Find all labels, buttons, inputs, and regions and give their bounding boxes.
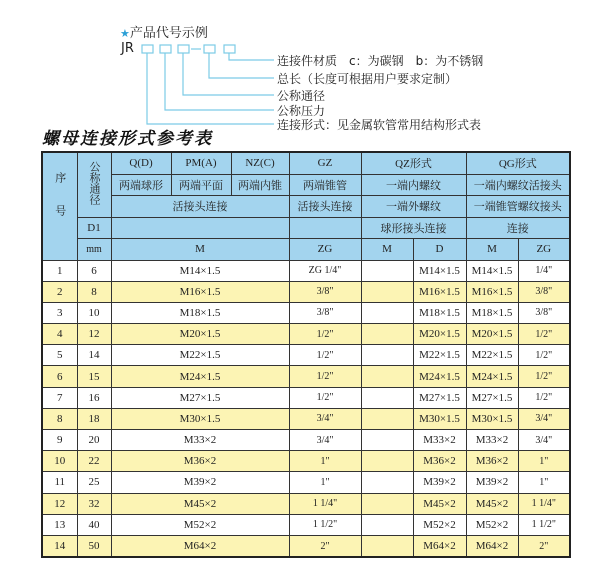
cell-thread-m: M18×1.5 (111, 302, 289, 323)
cell-gz-zg: 1 1/4" (289, 493, 361, 514)
cell-gz-zg: 3/8" (289, 302, 361, 323)
cell-qg-m: M30×1.5 (466, 408, 518, 429)
cell-qz-m (361, 345, 413, 366)
cell-qz-d: M22×1.5 (413, 345, 466, 366)
cell-qg-zg: 1/2" (518, 387, 570, 408)
cell-diameter: 50 (77, 535, 111, 557)
cell-gz-zg: 2" (289, 535, 361, 557)
cell-gz-zg: 1" (289, 451, 361, 472)
cell-qg-zg: 3/8" (518, 281, 570, 302)
cell-qg-zg: 1/4" (518, 260, 570, 281)
cell-qg-zg: 1" (518, 451, 570, 472)
cell-qz-d: M24×1.5 (413, 366, 466, 387)
cell-seq: 7 (42, 387, 77, 408)
table-row (42, 535, 570, 557)
cell-diameter: 40 (77, 514, 111, 535)
star-icon: ★ (120, 27, 130, 40)
cell-qg-zg: 3/4" (518, 430, 570, 451)
cell-qg-zg: 1/2" (518, 345, 570, 366)
cell-diameter: 32 (77, 493, 111, 514)
cell-qz-m (361, 514, 413, 535)
header-pm: PM(A) (171, 152, 231, 174)
table-row (42, 514, 570, 535)
table-header (42, 152, 570, 260)
cell-qz-d: M39×2 (413, 472, 466, 493)
nut-connection-table (41, 151, 571, 558)
table-row (42, 451, 570, 472)
cell-thread-m: M39×2 (111, 472, 289, 493)
cell-diameter: 10 (77, 302, 111, 323)
cell-thread-m: M20×1.5 (111, 324, 289, 345)
cell-qg-m: M45×2 (466, 493, 518, 514)
table-row (42, 281, 570, 302)
cell-qz-m (361, 430, 413, 451)
cell-qg-m: M18×1.5 (466, 302, 518, 323)
cell-qz-d: M20×1.5 (413, 324, 466, 345)
header-zg: ZG (289, 239, 361, 261)
cell-qg-m: M33×2 (466, 430, 518, 451)
cell-gz-zg: 3/4" (289, 430, 361, 451)
cell-gz-zg: 1/2" (289, 387, 361, 408)
cell-qz-d: M18×1.5 (413, 302, 466, 323)
cell-qz-d: M64×2 (413, 535, 466, 557)
cell-thread-m: M33×2 (111, 430, 289, 451)
header-m: M (111, 239, 289, 261)
header-qg-zg: ZG (518, 239, 570, 261)
table-title: 螺母连接形式参考表 (42, 129, 213, 149)
cell-qz-d: M27×1.5 (413, 387, 466, 408)
cell-gz-zg: 3/4" (289, 408, 361, 429)
header-qg-desc3: 连接 (466, 217, 570, 239)
cell-gz-zg: 3/8" (289, 281, 361, 302)
table-row (42, 366, 570, 387)
header-nominal-diameter: 公称通径 (77, 152, 111, 217)
cell-qz-m (361, 281, 413, 302)
cell-diameter: 12 (77, 324, 111, 345)
header-q-desc: 两端球形 (111, 174, 171, 196)
leader-line-material (229, 53, 274, 60)
header-qz-desc2: 一端外螺纹 (361, 196, 466, 218)
cell-qg-m: M22×1.5 (466, 345, 518, 366)
cell-qz-m (361, 387, 413, 408)
cell-seq: 3 (42, 302, 77, 323)
code-box-5 (224, 45, 235, 53)
cell-qz-m (361, 366, 413, 387)
label-pressure: 公称压力 (277, 104, 326, 118)
cell-qg-zg: 1/2" (518, 366, 570, 387)
cell-seq: 9 (42, 430, 77, 451)
cell-thread-m: M52×2 (111, 514, 289, 535)
cell-qg-zg: 3/4" (518, 408, 570, 429)
header-seq: 序号 (42, 152, 77, 260)
cell-qz-m (361, 493, 413, 514)
cell-qz-m (361, 302, 413, 323)
cell-qz-d: M33×2 (413, 430, 466, 451)
cell-gz-zg: 1/2" (289, 366, 361, 387)
code-prefix: JR (121, 41, 134, 56)
code-box-1 (142, 45, 153, 53)
cell-qg-zg: 1 1/2" (518, 514, 570, 535)
cell-seq: 5 (42, 345, 77, 366)
header-qz-d: D (413, 239, 466, 261)
cell-qg-m: M14×1.5 (466, 260, 518, 281)
cell-qg-m: M16×1.5 (466, 281, 518, 302)
cell-seq: 1 (42, 260, 77, 281)
cell-thread-m: M30×1.5 (111, 408, 289, 429)
header-nz-desc: 两端内锥 (231, 174, 289, 196)
cell-qg-zg: 1 1/4" (518, 493, 570, 514)
cell-qz-m (361, 260, 413, 281)
label-material: 连接件材质 c：为碳钢 b：为不锈钢 (277, 54, 484, 68)
cell-thread-m: M36×2 (111, 451, 289, 472)
cell-qg-zg: 1/2" (518, 324, 570, 345)
table-row (42, 430, 570, 451)
cell-seq: 8 (42, 408, 77, 429)
header-gz-union: 活接头连接 (289, 196, 361, 218)
header-pm-desc: 两端平面 (171, 174, 231, 196)
header-qz-desc3: 球形接头连接 (361, 217, 466, 239)
cell-qz-m (361, 535, 413, 557)
cell-qz-d: M30×1.5 (413, 408, 466, 429)
cell-qg-m: M36×2 (466, 451, 518, 472)
table-row (42, 387, 570, 408)
cell-diameter: 22 (77, 451, 111, 472)
header-union-connection: 活接头连接 (111, 196, 289, 218)
table-row (42, 472, 570, 493)
code-box-3 (178, 45, 189, 53)
cell-diameter: 18 (77, 408, 111, 429)
table-row (42, 302, 570, 323)
header-empty (111, 217, 289, 239)
cell-qz-d: M14×1.5 (413, 260, 466, 281)
cell-qg-m: M52×2 (466, 514, 518, 535)
cell-seq: 14 (42, 535, 77, 557)
code-box-2 (160, 45, 171, 53)
table-row (42, 345, 570, 366)
example-label: 产品代号示例 (129, 26, 208, 41)
table-row (42, 493, 570, 514)
header-d1: D1 (77, 217, 111, 239)
cell-qz-m (361, 324, 413, 345)
cell-diameter: 8 (77, 281, 111, 302)
cell-gz-zg: 1" (289, 472, 361, 493)
cell-qz-m (361, 408, 413, 429)
code-box-4 (204, 45, 215, 53)
leader-line-connection (147, 53, 274, 124)
cell-qg-zg: 1" (518, 472, 570, 493)
cell-thread-m: M24×1.5 (111, 366, 289, 387)
cell-seq: 4 (42, 324, 77, 345)
table-row (42, 408, 570, 429)
header-qz-m: M (361, 239, 413, 261)
cell-gz-zg: 1/2" (289, 345, 361, 366)
header-nz: NZ(C) (231, 152, 289, 174)
header-q: Q(D) (111, 152, 171, 174)
cell-qg-m: M20×1.5 (466, 324, 518, 345)
cell-diameter: 20 (77, 430, 111, 451)
cell-seq: 6 (42, 366, 77, 387)
cell-qz-m (361, 472, 413, 493)
table-body (42, 260, 570, 557)
table-row (42, 260, 570, 281)
table-row (42, 324, 570, 345)
cell-qg-m: M39×2 (466, 472, 518, 493)
cell-thread-m: M22×1.5 (111, 345, 289, 366)
cell-qg-m: M27×1.5 (466, 387, 518, 408)
header-qg-desc: 一端内螺纹活接头 (466, 174, 570, 196)
label-length: 总长（长度可根据用户要求定制） (277, 72, 458, 86)
cell-qz-d: M52×2 (413, 514, 466, 535)
cell-seq: 2 (42, 281, 77, 302)
cell-diameter: 25 (77, 472, 111, 493)
leader-line-pressure (165, 53, 274, 110)
cell-diameter: 15 (77, 366, 111, 387)
cell-diameter: 14 (77, 345, 111, 366)
cell-qz-m (361, 451, 413, 472)
header-gz: GZ (289, 152, 361, 174)
cell-thread-m: M14×1.5 (111, 260, 289, 281)
header-qg-m: M (466, 239, 518, 261)
label-connection: 连接形式：见金属软管常用结构形式表 (277, 118, 482, 132)
cell-qz-d: M36×2 (413, 451, 466, 472)
cell-gz-zg: 1 1/2" (289, 514, 361, 535)
cell-seq: 13 (42, 514, 77, 535)
header-qz: QZ形式 (361, 152, 466, 174)
header-gz-empty (289, 217, 361, 239)
cell-diameter: 6 (77, 260, 111, 281)
cell-qg-m: M24×1.5 (466, 366, 518, 387)
leader-line-length (209, 53, 274, 78)
header-mm: mm (77, 239, 111, 261)
cell-gz-zg: 1/2" (289, 324, 361, 345)
cell-thread-m: M45×2 (111, 493, 289, 514)
cell-seq: 10 (42, 451, 77, 472)
cell-qg-zg: 3/8" (518, 302, 570, 323)
cell-qg-zg: 2" (518, 535, 570, 557)
cell-seq: 11 (42, 472, 77, 493)
label-diameter: 公称通径 (277, 89, 326, 103)
cell-thread-m: M16×1.5 (111, 281, 289, 302)
cell-qz-d: M45×2 (413, 493, 466, 514)
cell-thread-m: M27×1.5 (111, 387, 289, 408)
cell-gz-zg: ZG 1/4" (289, 260, 361, 281)
cell-diameter: 16 (77, 387, 111, 408)
cell-qg-m: M64×2 (466, 535, 518, 557)
header-qg-desc2: 一端锥管螺纹接头 (466, 196, 570, 218)
header-qz-desc: 一端内螺纹 (361, 174, 466, 196)
cell-seq: 12 (42, 493, 77, 514)
header-gz-desc: 两端锥管 (289, 174, 361, 196)
product-code-diagram (0, 0, 600, 130)
cell-thread-m: M64×2 (111, 535, 289, 557)
header-qg: QG形式 (466, 152, 570, 174)
cell-qz-d: M16×1.5 (413, 281, 466, 302)
